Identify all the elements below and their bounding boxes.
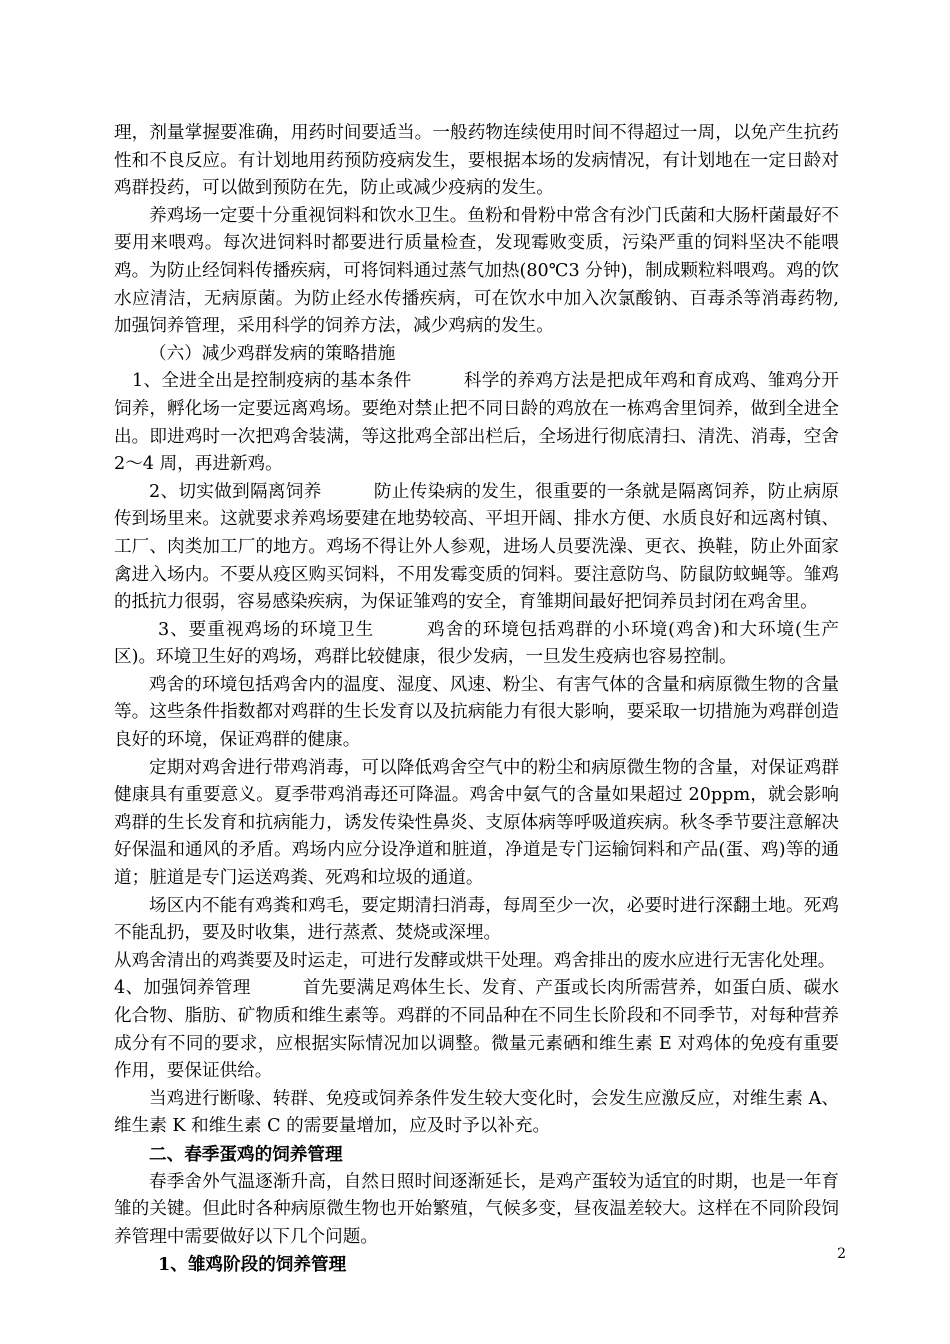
- paragraph-all-in-all-out-text: 科学的养鸡方法是把成年鸡和育成鸡、雏鸡分开饲养，孵化场一定要远离鸡场。要绝对禁止把不同日龄的鸡放在一栋鸡舍里饲养，做到全进全出。即进鸡时一次把鸡舍装满，等这批鸡全部出栏后，全场进行彻底清扫、清洗、消毒，空舍 2～4 周，再进新鸡。: [114, 371, 845, 475]
- page-number: 2: [837, 1246, 846, 1262]
- paragraph-disinfection: 定期对鸡舍进行带鸡消毒，可以降低鸡舍空气中的粉尘和病原微生物的含量，对保证鸡群健康具有重要意义。夏季带鸡消毒还可降温。鸡舍中氨气的含量如果超过 20ppm，就会影响鸡群的生长发育和抗病能力，诱发传染性鼻炎、支原体病等呼吸道疾病。秋冬季节要注意解决好保温和通风的矛盾。鸡场内应分设净道和脏道，净道是专门运输饲料和产品(蛋、鸡)等的通道；脏道是专门运送鸡粪、死鸡和垃圾的通道。: [114, 757, 839, 889]
- paragraph-feeding-management: [114, 975, 839, 1085]
- paragraph-environment: [114, 617, 839, 672]
- subheading-isolation: 2、切实做到隔离饲养: [149, 481, 322, 502]
- paragraph-stress: 当鸡进行断喙、转群、免疫或饲养条件发生较大变化时，会发生应激反应，对维生素 A、维生素 K 和维生素 C 的需要量增加，应及时予以补充。: [114, 1088, 839, 1137]
- paragraph-all-in-all-out: [114, 368, 845, 478]
- paragraph-feed-water-hygiene: 养鸡场一定要十分重视饲料和饮水卫生。鱼粉和骨粉中常含有沙门氏菌和大肠杆菌最好不要用来喂鸡。每次进饲料时都要进行质量检查，发现霉败变质，污染严重的饲料坚决不能喂鸡。为防止经饲料传播疾病，可将饲料通过蒸气加热(80℃3 分钟)，制成颗粒料喂鸡。鸡的饮水应清洁，无病原菌。为防止经水传播疾病，可在饮水中加入次氯酸钠、百毒杀等消毒药物,加强饲养管理，采用科学的饲养方法，减少鸡病的发生。: [114, 205, 839, 337]
- subheading-feeding-management: 4、加强饲养管理: [114, 978, 251, 999]
- subheading-environment: 3、要重视鸡场的环境卫生: [158, 619, 375, 640]
- subheading-chick-stage: 1、雏鸡阶段的饲养管理: [158, 1254, 347, 1276]
- section-heading-spring: 二、春季蛋鸡的饲养管理: [149, 1143, 343, 1165]
- subheading-all-in-all-out: 1、全进全出是控制疫病的基本条件: [132, 371, 412, 392]
- paragraph-spring: 春季舍外气温逐渐升高，自然日照时间逐渐延长，是鸡产蛋较为适宜的时期，也是一年育雏的关键。但此时各种病原微生物也开始繁殖，气候多变，昼夜温差较大。这样在不同阶段饲养管理中需要做好以下几个问题。: [114, 1171, 839, 1247]
- paragraph-manure: 从鸡舍清出的鸡粪要及时运走，可进行发酵或烘干处理。鸡舍排出的废水应进行无害化处理。: [114, 950, 836, 971]
- paragraph-house-environment: 鸡舍的环境包括鸡舍内的温度、湿度、风速、粉尘、有害气体的含量和病原微生物的含量等。这些条件指数都对鸡群的生长发育以及抗病能力有很大影响，要采取一切措施为鸡群创造良好的环境，保证鸡群的健康。: [114, 674, 839, 751]
- document-body: [114, 120, 845, 1279]
- section-heading-six: （六）减少鸡群发病的策略措施: [149, 343, 396, 364]
- paragraph-isolation-text: 防止传染病的发生，很重要的一条就是隔离饲养，防止病原传到场里来。这就要求养鸡场要建在地势较高、平坦开阔、排水方便、水质良好和远离村镇、工厂、肉类加工厂的地方。鸡场不得让外人参观，进场人员要洗澡、更衣、换鞋，防止外面家禽进入场内。不要从疫区购买饲料，不用发霉变质的饲料。要注意防鸟、防鼠防蚊蝇等。雏鸡的抵抗力很弱，容易感染疾病，为保证雏鸡的安全，育雏期间最好把饲养员封闭在鸡舍里。: [114, 481, 839, 613]
- paragraph-medication: 理，剂量掌握要准确，用药时间要适当。一般药物连续使用时间不得超过一周，以免产生抗药性和不良反应。有计划地用药预防疫病发生，要根据本场的发病情况，有计划地在一定日龄对鸡群投药，可以做到预防在先，防止或减少疫病的发生。: [114, 123, 839, 199]
- paragraph-isolation: [114, 479, 839, 617]
- paragraph-feeding-management-text: 首先要满足鸡体生长、发育、产蛋或长肉所需营养，如蛋白质、碳水化合物、脂肪、矿物质和维生素等。鸡群的不同品种在不同生长阶段和不同季节，对每种营养成分有不同的要求，应根据实际情况加以调整。微量元素硒和维生素 E 对鸡体的免疫有重要作用，要保证供给。: [114, 978, 839, 1082]
- paragraph-cleaning: 场区内不能有鸡粪和鸡毛，要定期清扫消毒，每周至少一次，必要时进行深翻土地。死鸡不能乱扔，要及时收集，进行蒸煮、焚烧或深埋。: [114, 895, 839, 944]
- paragraph-environment-text: 鸡舍的环境包括鸡群的小环境(鸡舍)和大环境(生产区)。环境卫生好的鸡场，鸡群比较健康，很少发病，一旦发生疫病也容易控制。: [114, 619, 839, 668]
